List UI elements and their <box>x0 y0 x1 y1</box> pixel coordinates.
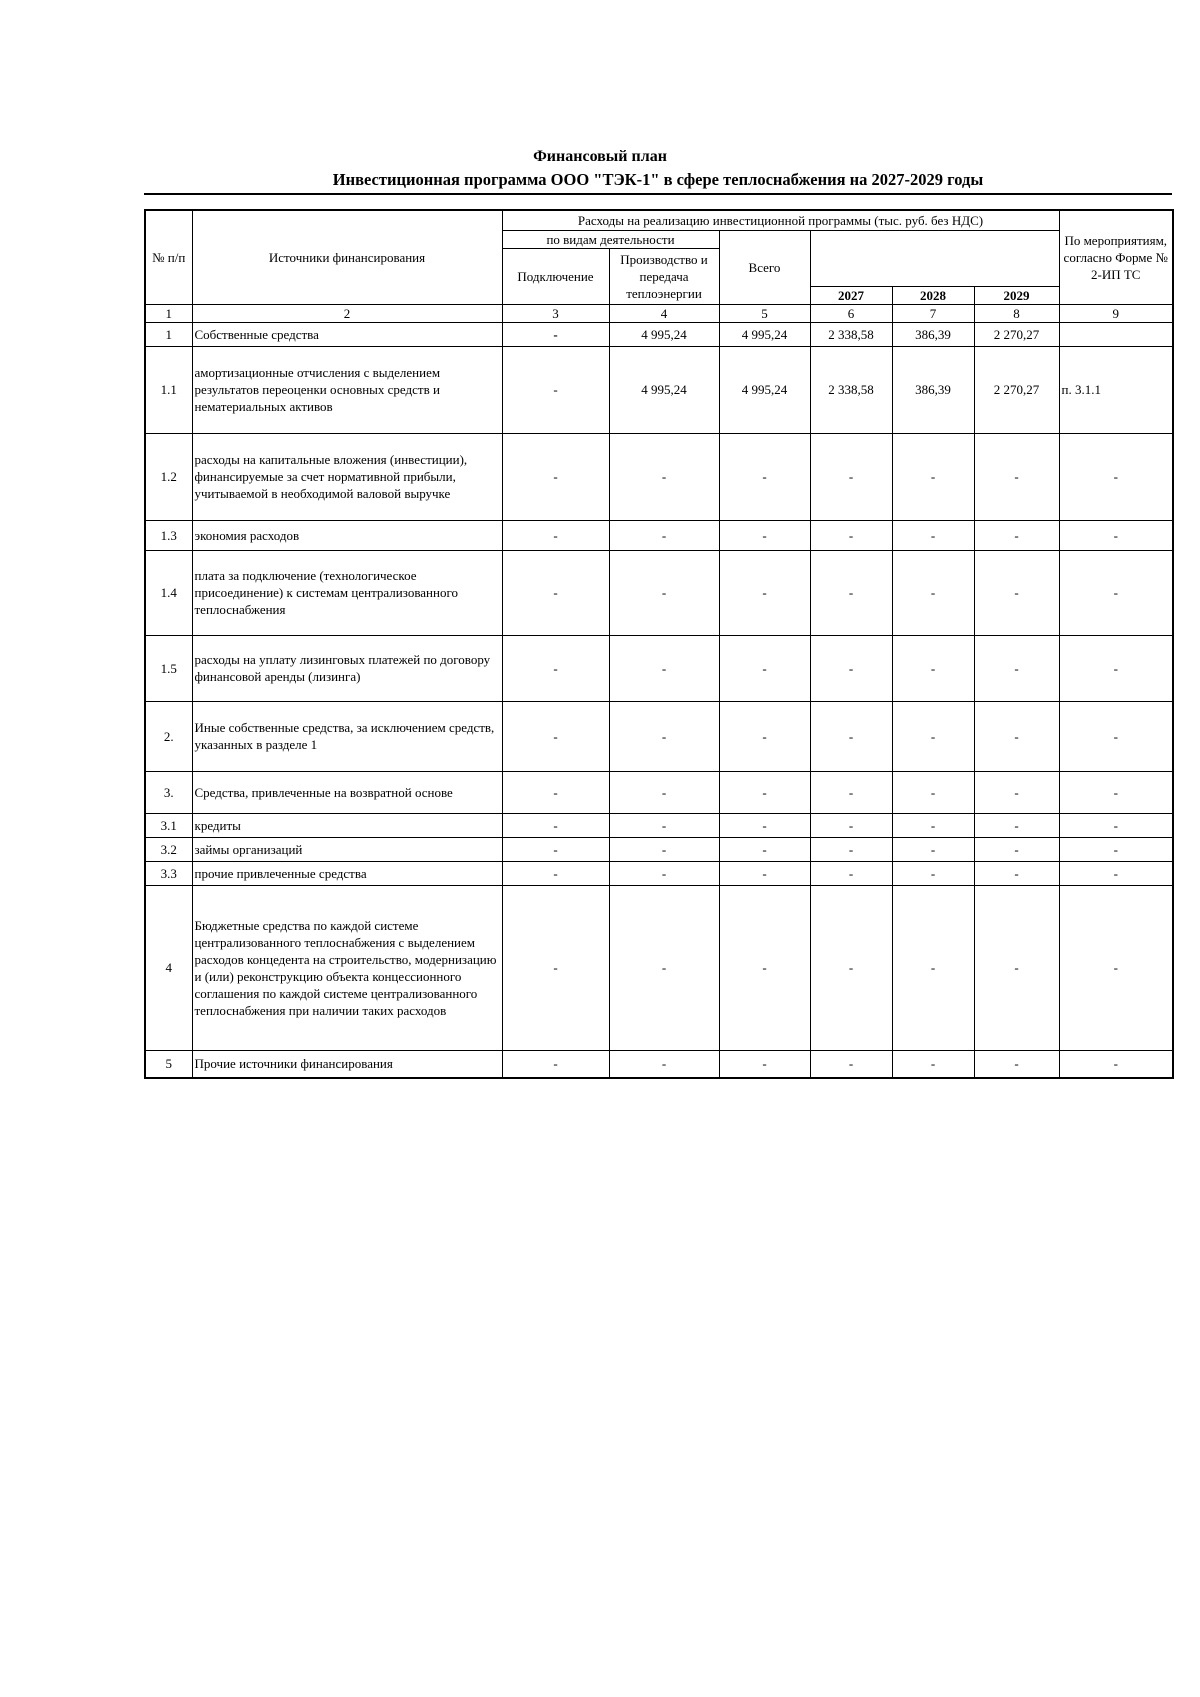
cell-measures: - <box>1059 885 1173 1050</box>
cell-2028: - <box>892 433 974 520</box>
row-source: расходы на уплату лизинговых платежей по договору финансовой аренды (лизинга) <box>192 635 502 701</box>
row-source: расходы на капитальные вложения (инвестиции), финансируемые за счет нормативной прибыли, учитываемой в необходимой валовой выручке <box>192 433 502 520</box>
col-number: 6 <box>810 304 892 322</box>
row-source: экономия расходов <box>192 520 502 550</box>
cell-2028: - <box>892 885 974 1050</box>
row-source: кредиты <box>192 813 502 837</box>
cell-total: - <box>719 701 810 771</box>
cell-2028: - <box>892 861 974 885</box>
header-year-2029: 2029 <box>974 286 1059 304</box>
col-number: 2 <box>192 304 502 322</box>
cell-2028: - <box>892 813 974 837</box>
cell-2027: - <box>810 813 892 837</box>
cell-2029: - <box>974 550 1059 635</box>
cell-2029: 2 270,27 <box>974 346 1059 433</box>
cell-total: - <box>719 885 810 1050</box>
row-num: 1.2 <box>145 433 192 520</box>
cell-total: - <box>719 771 810 813</box>
cell-2029: - <box>974 701 1059 771</box>
row-num: 3.1 <box>145 813 192 837</box>
cell-2028: 386,39 <box>892 322 974 346</box>
cell-2027: - <box>810 1050 892 1078</box>
cell-2028: - <box>892 635 974 701</box>
row-source: прочие привлеченные средства <box>192 861 502 885</box>
header-years-blank <box>810 230 1059 286</box>
table-row <box>145 1050 1173 1078</box>
header-connection: Подключение <box>502 248 609 304</box>
cell-measures: - <box>1059 520 1173 550</box>
cell-total: - <box>719 635 810 701</box>
row-source: Иные собственные средства, за исключением средств, указанных в разделе 1 <box>192 701 502 771</box>
cell-total: 4 995,24 <box>719 322 810 346</box>
cell-measures: - <box>1059 771 1173 813</box>
cell-2029: - <box>974 433 1059 520</box>
cell-production: - <box>609 861 719 885</box>
table-row <box>145 771 1173 813</box>
cell-2028: - <box>892 550 974 635</box>
table-row <box>145 813 1173 837</box>
cell-total: - <box>719 550 810 635</box>
cell-2027: - <box>810 550 892 635</box>
cell-production: 4 995,24 <box>609 346 719 433</box>
cell-2029: - <box>974 520 1059 550</box>
table-row <box>145 346 1173 433</box>
cell-2028: - <box>892 701 974 771</box>
cell-production: - <box>609 813 719 837</box>
cell-production: - <box>609 1050 719 1078</box>
cell-2029: - <box>974 837 1059 861</box>
row-num: 4 <box>145 885 192 1050</box>
title-underline <box>144 193 1172 195</box>
cell-measures: - <box>1059 861 1173 885</box>
header-source: Источники финансирования <box>192 210 502 304</box>
col-number: 3 <box>502 304 609 322</box>
cell-production: - <box>609 433 719 520</box>
header-expenses: Расходы на реализацию инвестиционной программы (тыс. руб. без НДС) <box>502 210 1059 230</box>
table-row <box>145 635 1173 701</box>
col-number: 8 <box>974 304 1059 322</box>
cell-2029: 2 270,27 <box>974 322 1059 346</box>
cell-production: - <box>609 520 719 550</box>
cell-production: - <box>609 701 719 771</box>
cell-2028: - <box>892 1050 974 1078</box>
cell-2027: - <box>810 771 892 813</box>
cell-2029: - <box>974 885 1059 1050</box>
header-by-activity: по видам деятельности <box>502 230 719 248</box>
cell-2029: - <box>974 635 1059 701</box>
table-row <box>145 520 1173 550</box>
row-num: 1.1 <box>145 346 192 433</box>
cell-2029: - <box>974 813 1059 837</box>
document-title: Финансовый план <box>533 148 667 165</box>
header-year-2028: 2028 <box>892 286 974 304</box>
cell-connection: - <box>502 1050 609 1078</box>
cell-2029: - <box>974 1050 1059 1078</box>
col-number: 5 <box>719 304 810 322</box>
cell-2027: - <box>810 635 892 701</box>
cell-connection: - <box>502 813 609 837</box>
row-num: 3.2 <box>145 837 192 861</box>
row-source: Собственные средства <box>192 322 502 346</box>
row-source: Бюджетные средства по каждой системе централизованного теплоснабжения с выделением расходов концедента на строительство, модернизацию и (или) реконструкцию объекта концессионного соглашения по каждой системе централизованного теплоснабжения при наличии таких расходов <box>192 885 502 1050</box>
cell-connection: - <box>502 885 609 1050</box>
cell-connection: - <box>502 433 609 520</box>
cell-production: - <box>609 771 719 813</box>
table-row <box>145 861 1173 885</box>
row-num: 3.3 <box>145 861 192 885</box>
cell-measures: - <box>1059 1050 1173 1078</box>
cell-2027: - <box>810 520 892 550</box>
cell-connection: - <box>502 322 609 346</box>
cell-total: 4 995,24 <box>719 346 810 433</box>
row-num: 1.3 <box>145 520 192 550</box>
row-source: плата за подключение (технологическое присоединение) к системам централизованного теплоснабжения <box>192 550 502 635</box>
cell-connection: - <box>502 346 609 433</box>
cell-2027: - <box>810 837 892 861</box>
cell-2028: 386,39 <box>892 346 974 433</box>
header-total: Всего <box>719 230 810 304</box>
cell-connection: - <box>502 701 609 771</box>
financial-plan-table <box>144 209 1174 1079</box>
cell-production: 4 995,24 <box>609 322 719 346</box>
cell-2028: - <box>892 837 974 861</box>
cell-2028: - <box>892 520 974 550</box>
cell-2027: 2 338,58 <box>810 346 892 433</box>
col-number: 4 <box>609 304 719 322</box>
cell-connection: - <box>502 771 609 813</box>
cell-total: - <box>719 433 810 520</box>
cell-production: - <box>609 635 719 701</box>
cell-total: - <box>719 837 810 861</box>
cell-2028: - <box>892 771 974 813</box>
row-source: займы организаций <box>192 837 502 861</box>
cell-total: - <box>719 861 810 885</box>
header-num: № п/п <box>145 210 192 304</box>
row-num: 1.5 <box>145 635 192 701</box>
cell-2029: - <box>974 861 1059 885</box>
cell-production: - <box>609 550 719 635</box>
header-year-2027: 2027 <box>810 286 892 304</box>
cell-total: - <box>719 1050 810 1078</box>
document-subtitle: Инвестиционная программа ООО "ТЭК-1" в сфере теплоснабжения на 2027-2029 годы <box>332 170 984 189</box>
column-numbers-row <box>145 304 1173 322</box>
col-number: 9 <box>1059 304 1173 322</box>
cell-2027: - <box>810 433 892 520</box>
cell-measures: - <box>1059 837 1173 861</box>
table-row <box>145 550 1173 635</box>
table-row <box>145 701 1173 771</box>
table-row <box>145 885 1173 1050</box>
cell-measures: - <box>1059 813 1173 837</box>
cell-2027: - <box>810 861 892 885</box>
table-row <box>145 837 1173 861</box>
cell-connection: - <box>502 837 609 861</box>
col-number: 1 <box>145 304 192 322</box>
row-num: 5 <box>145 1050 192 1078</box>
cell-connection: - <box>502 520 609 550</box>
cell-production: - <box>609 885 719 1050</box>
cell-measures: - <box>1059 550 1173 635</box>
row-source: амортизационные отчисления с выделением результатов переоценки основных средств и нематериальных активов <box>192 346 502 433</box>
cell-measures <box>1059 322 1173 346</box>
row-num: 3. <box>145 771 192 813</box>
row-source: Средства, привлеченные на возвратной основе <box>192 771 502 813</box>
cell-2027: - <box>810 885 892 1050</box>
row-source: Прочие источники финансирования <box>192 1050 502 1078</box>
cell-connection: - <box>502 550 609 635</box>
table-row <box>145 322 1173 346</box>
cell-2027: - <box>810 701 892 771</box>
cell-measures: п. 3.1.1 <box>1059 346 1173 433</box>
header-production: Производство и передача теплоэнергии <box>609 248 719 304</box>
cell-total: - <box>719 813 810 837</box>
row-num: 1.4 <box>145 550 192 635</box>
header-measures: По мероприятиям, согласно Форме № 2-ИП ТС <box>1059 210 1173 304</box>
cell-measures: - <box>1059 701 1173 771</box>
cell-connection: - <box>502 635 609 701</box>
cell-production: - <box>609 837 719 861</box>
col-number: 7 <box>892 304 974 322</box>
cell-connection: - <box>502 861 609 885</box>
cell-measures: - <box>1059 433 1173 520</box>
cell-measures: - <box>1059 635 1173 701</box>
cell-2029: - <box>974 771 1059 813</box>
row-num: 2. <box>145 701 192 771</box>
cell-total: - <box>719 520 810 550</box>
cell-2027: 2 338,58 <box>810 322 892 346</box>
row-num: 1 <box>145 322 192 346</box>
table-row <box>145 433 1173 520</box>
